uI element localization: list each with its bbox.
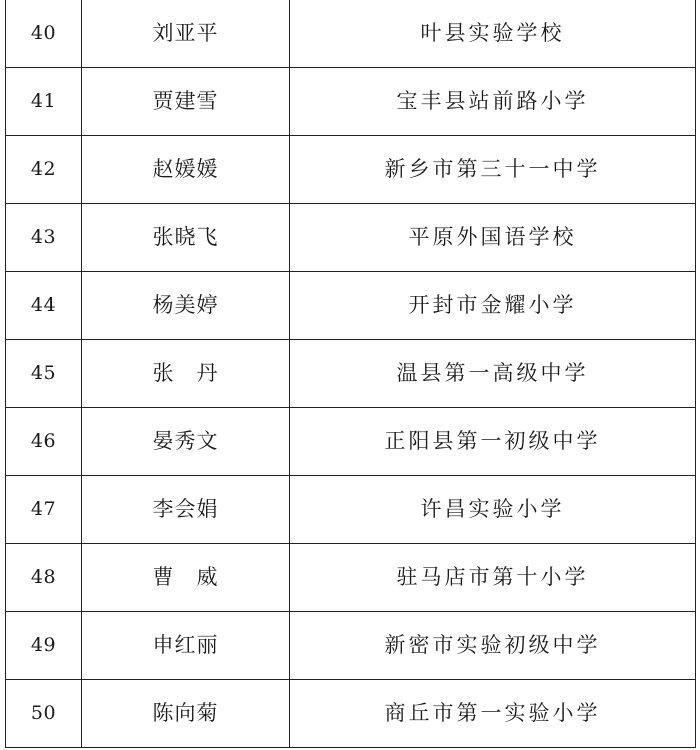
row-number: 44 xyxy=(6,272,82,340)
school-name: 平原外国语学校 xyxy=(290,204,696,272)
person-name: 张 丹 xyxy=(82,340,290,408)
table-row xyxy=(6,136,696,204)
row-number: 49 xyxy=(6,612,82,680)
person-name: 赵媛媛 xyxy=(82,136,290,204)
school-name: 温县第一高级中学 xyxy=(290,340,696,408)
school-name: 许昌实验小学 xyxy=(290,476,696,544)
school-name: 新密市实验初级中学 xyxy=(290,612,696,680)
table-row xyxy=(6,612,696,680)
school-name: 叶县实验学校 xyxy=(290,0,696,68)
row-number: 43 xyxy=(6,204,82,272)
row-number: 48 xyxy=(6,544,82,612)
school-name: 宝丰县站前路小学 xyxy=(290,68,696,136)
table-row xyxy=(6,272,696,340)
person-name: 李会娟 xyxy=(82,476,290,544)
table-row xyxy=(6,340,696,408)
row-number: 45 xyxy=(6,340,82,408)
person-name: 申红丽 xyxy=(82,612,290,680)
person-name: 张晓飞 xyxy=(82,204,290,272)
row-number: 46 xyxy=(6,408,82,476)
person-name: 杨美婷 xyxy=(82,272,290,340)
table-row xyxy=(6,0,696,68)
row-number: 50 xyxy=(6,680,82,748)
school-name: 正阳县第一初级中学 xyxy=(290,408,696,476)
row-number: 42 xyxy=(6,136,82,204)
school-name: 新乡市第三十一中学 xyxy=(290,136,696,204)
table-row xyxy=(6,476,696,544)
table-row xyxy=(6,680,696,748)
roster-table-body xyxy=(6,0,696,748)
school-name: 商丘市第一实验小学 xyxy=(290,680,696,748)
table-row xyxy=(6,204,696,272)
table-row xyxy=(6,68,696,136)
roster-table xyxy=(5,0,696,748)
row-number: 41 xyxy=(6,68,82,136)
table-row xyxy=(6,544,696,612)
person-name: 晏秀文 xyxy=(82,408,290,476)
school-name: 驻马店市第十小学 xyxy=(290,544,696,612)
person-name: 陈向菊 xyxy=(82,680,290,748)
person-name: 曹 威 xyxy=(82,544,290,612)
school-name: 开封市金耀小学 xyxy=(290,272,696,340)
table-row xyxy=(6,408,696,476)
person-name: 贾建雪 xyxy=(82,68,290,136)
row-number: 40 xyxy=(6,0,82,68)
person-name: 刘亚平 xyxy=(82,0,290,68)
row-number: 47 xyxy=(6,476,82,544)
